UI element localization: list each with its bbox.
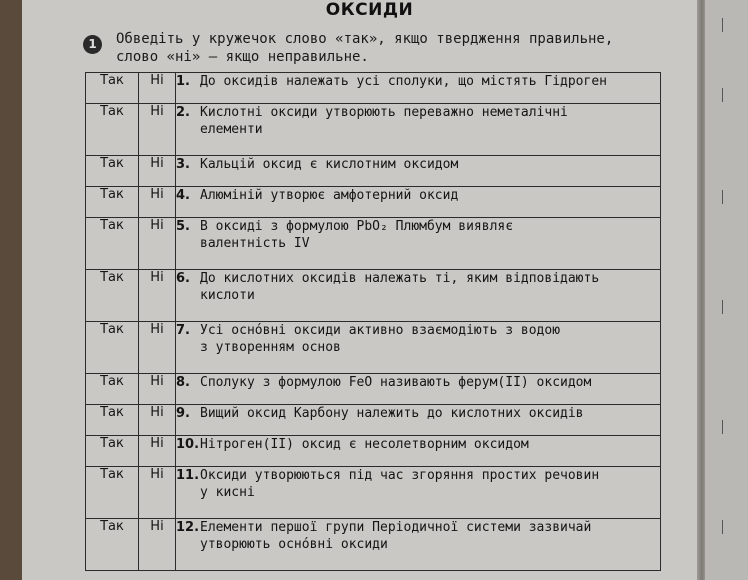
answer-no-option[interactable]: Ні <box>139 374 176 405</box>
statement-number: 5. <box>176 219 190 234</box>
answer-no-option[interactable]: Ні <box>139 322 176 374</box>
margin-mark <box>722 190 723 204</box>
answer-yes-option[interactable]: Так <box>86 218 139 270</box>
textbook-page <box>22 0 717 580</box>
statement-text <box>176 322 661 374</box>
answer-yes-option[interactable]: Так <box>86 467 139 519</box>
instruction-line-1: Обведіть у кружечок слово «так», якщо твердження правильне, <box>116 31 614 47</box>
answer-no-option[interactable]: Ні <box>139 187 176 218</box>
true-false-table <box>85 72 661 571</box>
statement-number: 10. <box>176 437 200 452</box>
margin-mark <box>722 88 723 102</box>
margin-mark <box>722 18 723 32</box>
statement-line-1: Усі осно́вні оксиди активно взаємодіють з водою <box>200 323 561 338</box>
statement-line-1: До оксидів належать усі сполуки, що містять Гідроген <box>200 74 607 89</box>
answer-no-option[interactable]: Ні <box>139 467 176 519</box>
answer-no-option[interactable]: Ні <box>139 104 176 156</box>
statement-text <box>176 405 661 436</box>
page-title: ОКСИДИ <box>325 0 414 20</box>
answer-no-option[interactable]: Ні <box>139 156 176 187</box>
margin-mark <box>722 420 723 434</box>
statement-line-2: у кисні <box>200 485 255 500</box>
answer-no-option[interactable]: Ні <box>139 270 176 322</box>
answer-no-option[interactable]: Ні <box>139 405 176 436</box>
statement-number: 3. <box>176 157 190 172</box>
statement-row <box>86 156 661 187</box>
statement-line-2: валентність IV <box>200 236 310 251</box>
statement-text <box>176 519 661 571</box>
statement-row <box>86 467 661 519</box>
statement-number: 11. <box>176 468 200 483</box>
statement-line-1: До кислотних оксидів належать ті, яким відповідають <box>200 271 600 286</box>
answer-no-option[interactable]: Ні <box>139 436 176 467</box>
instruction-line-2: слово «ні» — якщо неправильне. <box>116 49 369 65</box>
answer-no-option[interactable]: Ні <box>139 218 176 270</box>
answer-yes-option[interactable]: Так <box>86 322 139 374</box>
next-page-edge <box>705 0 748 580</box>
statement-number: 6. <box>176 271 190 286</box>
answer-no-option[interactable]: Ні <box>139 73 176 104</box>
answer-yes-option[interactable]: Так <box>86 104 139 156</box>
statement-line-1: Вищий оксид Карбону належить до кислотних оксидів <box>200 406 584 421</box>
statement-line-2: кислоти <box>200 288 255 303</box>
margin-mark <box>722 520 723 534</box>
statement-row <box>86 436 661 467</box>
statement-line-1: Кислотні оксиди утворюють переважно неметалічні <box>200 105 568 120</box>
statement-line-1: Оксиди утворюються під час згоряння простих речовин <box>200 468 600 483</box>
statement-number: 1. <box>176 74 190 89</box>
statement-row <box>86 73 661 104</box>
statement-number: 7. <box>176 323 190 338</box>
statement-row <box>86 187 661 218</box>
statement-line-2: утворюють осно́вні оксиди <box>200 537 388 552</box>
statement-text <box>176 436 661 467</box>
statement-line-1: В оксиді з формулою PbO₂ Плюмбум виявляє <box>200 219 514 234</box>
statement-row <box>86 270 661 322</box>
statement-text <box>176 467 661 519</box>
statement-text <box>176 104 661 156</box>
statement-text <box>176 156 661 187</box>
exercise-instruction <box>116 30 676 66</box>
answer-yes-option[interactable]: Так <box>86 270 139 322</box>
statement-line-2: з утворенням основ <box>200 340 341 355</box>
answer-yes-option[interactable]: Так <box>86 156 139 187</box>
answer-yes-option[interactable]: Так <box>86 436 139 467</box>
statement-line-1: Сполуку з формулою FeO називають ферум(II) оксидом <box>200 375 592 390</box>
answer-yes-option[interactable]: Так <box>86 187 139 218</box>
statement-row <box>86 374 661 405</box>
answer-yes-option[interactable]: Так <box>86 73 139 104</box>
statement-text <box>176 270 661 322</box>
statement-line-1: Алюміній утворює амфотерний оксид <box>200 188 459 203</box>
statement-row <box>86 519 661 571</box>
statement-text <box>176 73 661 104</box>
statement-number: 9. <box>176 406 190 421</box>
statement-line-1: Кальцій оксид є кислотним оксидом <box>200 157 459 172</box>
statement-row <box>86 322 661 374</box>
answer-yes-option[interactable]: Так <box>86 374 139 405</box>
statement-row <box>86 218 661 270</box>
exercise-number-badge: 1 <box>83 35 102 54</box>
statement-line-1: Елементи першої групи Періодичної системи зазвичай <box>200 520 592 535</box>
statement-number: 4. <box>176 188 190 203</box>
statement-line-2: елементи <box>200 122 263 137</box>
statement-number: 8. <box>176 375 190 390</box>
statement-row <box>86 104 661 156</box>
statement-line-1: Нітроген(II) оксид є несолетворним оксидом <box>200 437 529 452</box>
statement-text <box>176 187 661 218</box>
margin-mark <box>722 300 723 314</box>
statement-text <box>176 218 661 270</box>
answer-yes-option[interactable]: Так <box>86 405 139 436</box>
statement-row <box>86 405 661 436</box>
statement-number: 2. <box>176 105 190 120</box>
statement-text <box>176 374 661 405</box>
answer-yes-option[interactable]: Так <box>86 519 139 571</box>
answer-no-option[interactable]: Ні <box>139 519 176 571</box>
statement-number: 12. <box>176 520 200 535</box>
